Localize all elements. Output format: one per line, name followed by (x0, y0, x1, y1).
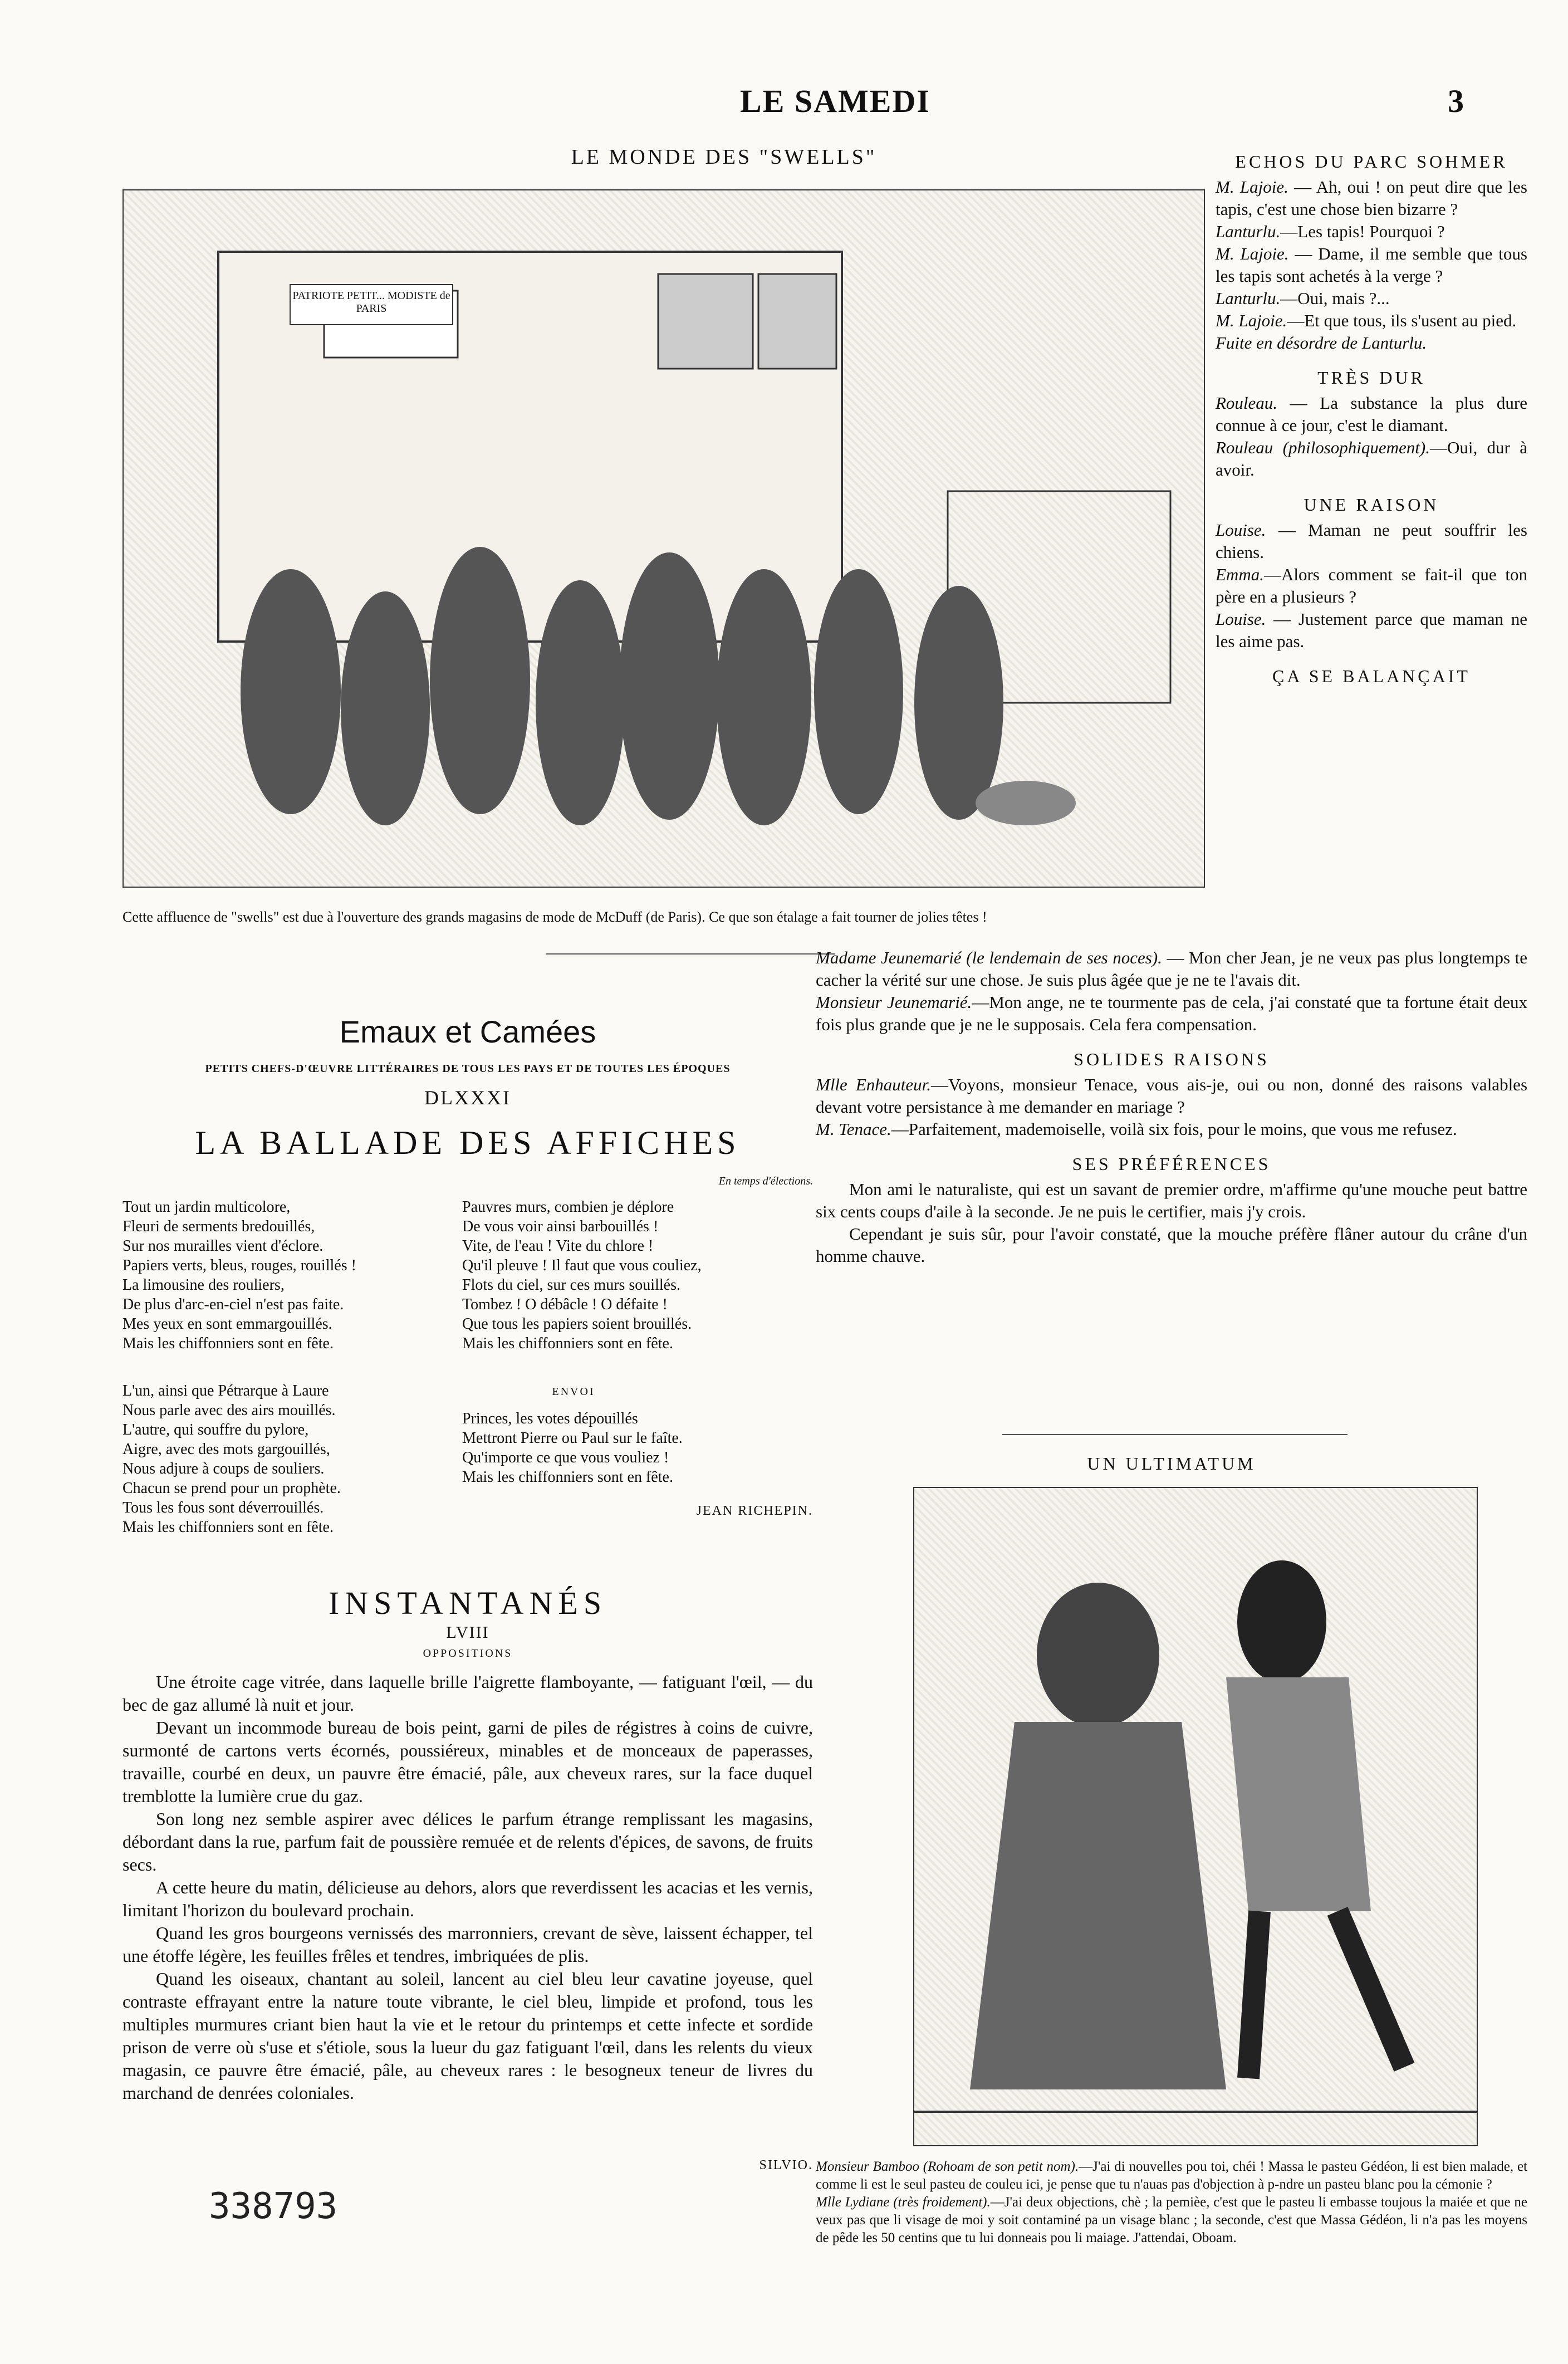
section-title: INSTANTANÉS (328, 1585, 607, 1621)
speaker: M. Lajoie. (1216, 311, 1287, 330)
verse: Tout un jardin multicolore, (122, 1198, 291, 1216)
dialogue-line (1216, 287, 1527, 310)
speaker: Louise. (1216, 520, 1266, 540)
verse: Que tous les papiers soient brouillés. (462, 1315, 692, 1333)
street-crowd-illustration (122, 189, 1205, 888)
verse: L'un, ainsi que Pétrarque à Laure (122, 1382, 329, 1399)
speaker: Madame Jeunemarié (le lendemain de ses noces). (816, 948, 1162, 967)
verse: Nous parle avec des airs mouillés. (122, 1402, 336, 1419)
verse: De plus d'arc-en-ciel n'est pas faite. (122, 1296, 344, 1313)
dialogue-line (1216, 519, 1527, 564)
verse: Tous les fous sont déverrouillés. (122, 1499, 324, 1516)
verse: De vous voir ainsi barbouillés ! (462, 1218, 659, 1235)
dialogue-line (1216, 608, 1527, 653)
dialogue-line (1216, 564, 1527, 608)
dialogue-line (1216, 392, 1527, 437)
section-heading: SES PRÉFÉRENCES (1072, 1154, 1271, 1174)
shop-sign (290, 284, 453, 325)
section-heading: UNE RAISON (1304, 495, 1439, 515)
verse: Tombez ! O débâcle ! O défaite ! (462, 1296, 668, 1313)
divider (1002, 1434, 1347, 1435)
line-text: —J'ai deux objections, chè ; la pemièe, c'est que le pasteu li embasse toujous la maiée et que ne veux pas que li visage de moi y soit contaminé pa un visage blanc ; la seconde, c'est que Massa Gédéon, li n'a pas les moyens de pêde les 50 centins que tu lui donneais pou li maiage. J'attendai, Oboam. (816, 2195, 1527, 2245)
speaker: Lanturlu. (1216, 222, 1281, 241)
verse: Pauvres murs, combien je déplore (462, 1198, 674, 1216)
paragraph: Une étroite cage vitrée, dans laquelle brille l'aigrette flamboyante, — fatiguant l'œil, — du bec de gaz allumé là nuit et jour. (122, 1672, 813, 1715)
page-number: 3 (1448, 83, 1464, 119)
verse: Sur nos murailles vient d'éclore. (122, 1237, 324, 1255)
line-text: — Mon cher Jean, je ne veux pas plus longtemps te cacher la vérité sur une chose. Je suis plus âgée que je ne te l'avais dit. (816, 948, 1527, 990)
envoi-stanza (462, 1409, 819, 1487)
verse: Qu'importe ce que vous vouliez ! (462, 1449, 669, 1466)
stanza (122, 1381, 457, 1537)
article-author: SILVIO. (759, 2158, 813, 2172)
shop-sign-text: PATRIOTE PETIT... MODISTE de PARIS (292, 290, 450, 315)
speaker: Monsieur Jeunemarié. (816, 992, 972, 1012)
paragraph: A cette heure du matin, délicieuse au dehors, alors que reverdissent les acacias et les vernis, limitant l'horizon du boulevard prochain. (122, 1877, 813, 1920)
right-column (1216, 150, 1527, 691)
section-heading: UN ULTIMATUM (1087, 1453, 1256, 1474)
stanza (462, 1197, 819, 1353)
verse: Nous adjure à coups de souliers. (122, 1460, 325, 1477)
dialogue-line (816, 1118, 1527, 1141)
speaker: Mlle Lydiane (très froidement). (816, 2195, 991, 2210)
verse: L'autre, qui souffre du pylore, (122, 1421, 309, 1438)
envoi-heading: ENVOI (552, 1386, 595, 1398)
verse: Mais les chiffonniers sont en fête. (122, 1519, 334, 1536)
verse: Mes yeux en sont emmargouillés. (122, 1315, 332, 1333)
couple-cartoon-drawing (914, 1488, 1477, 2145)
cartoon-caption (816, 2158, 1527, 2247)
speaker: Lanturlu. (1216, 288, 1281, 308)
dialogue-line (816, 947, 1527, 991)
poem-author: JEAN RICHEPIN. (696, 1504, 813, 1518)
verse: Aigre, avec des mots gargouillés, (122, 1441, 330, 1458)
verse: Mais les chiffonniers sont en fête. (462, 1469, 673, 1486)
line-text: — Dame, il me semble que tous les tapis sont achetés à la verge ? (1216, 244, 1527, 286)
speaker: M. Lajoie. (1216, 244, 1289, 263)
line-text: —Voyons, monsieur Tenace, vous ais-je, oui ou non, donné des raisons valables devant votre persistance à me demander en mariage ? (816, 1075, 1528, 1117)
paragraph: Quand les oiseaux, chantant au soleil, lancent au ciel bleu leur cavatine joyeuse, quel contraste effrayant entre la nature toute vibrante, le ciel bleu, limpide et profond, tous les multiples murmures criant bien haut la vie et le retour du printemps et cette infecte et sordide prison de verre où s'use et s'étiole, sous la lueur du gaz fatiguant l'œil, dans les relents du vieux magasin, ce pauvre être émacié, pâle, au cheveux rares : le besogneux teneur de livres du marchand de denrées coloniales. (122, 1969, 813, 2103)
line-text: —Alors comment se fait-il que ton père en a plusieurs ? (1216, 565, 1527, 606)
paragraph: Quand les gros bourgeons vernissés des marronniers, crevant de sève, laissent échapper, tel une étoffe légère, les feuilles frêles et tendres, imbriquées de plis. (122, 1923, 813, 1966)
speaker: M. Tenace. (816, 1119, 891, 1139)
verse: Princes, les votes dépouillés (462, 1410, 638, 1427)
line-text: —Mon ange, ne te tourmente pas de cela, j'ai constaté que ta fortune était deux fois plus grande que je ne le supposais. Cela fera compensation. (816, 992, 1527, 1034)
section-heading: ÇA SE BALANÇAIT (1272, 666, 1471, 686)
verse: Mais les chiffonniers sont en fête. (462, 1335, 673, 1352)
stage-direction: Fuite en désordre de Lanturlu. (1216, 333, 1427, 353)
illustration-title: LE MONDE DES "SWELLS" (571, 145, 877, 169)
line-text: —J'ai di nouvelles pou toi, chéi ! Massa le pasteu Gédéon, li est bien malade, et comme li est le seul pasteu de couleu ici, je pense que tu n'auas pas d'objection à p-ndre un pasteu blanc pou la cémonie ? (816, 2159, 1527, 2192)
line-text: — Ah, oui ! on peut dire que les tapis, c'est une chose bien bizarre ? (1216, 177, 1527, 219)
section-heading: ECHOS DU PARC SOHMER (1235, 151, 1508, 172)
poem-note: En temps d'élections. (718, 1175, 813, 1187)
paragraph: Son long nez semble aspirer avec délices le parfum étrange remplissant les magasins, débordant dans la rue, parfum fait de poussière remuée et de relents d'épices, de savons, de fruits secs. (122, 1809, 813, 1874)
speaker: M. Lajoie. (1216, 177, 1288, 197)
speaker: Rouleau. (1216, 393, 1278, 413)
catalog-stamp: 338793 (209, 2186, 338, 2227)
dialogue-line (1216, 176, 1527, 221)
speaker: Mlle Enhauteur. (816, 1075, 932, 1094)
verse: Fleuri de serments bredouillés, (122, 1218, 315, 1235)
paragraph: Cependant je suis sûr, pour l'avoir constaté, que la mouche préfère flâner autour du crâne d'un homme chauve. (816, 1224, 1527, 1266)
street-crowd-drawing (124, 190, 1204, 887)
verse: Mettront Pierre ou Paul sur le faîte. (462, 1430, 683, 1447)
issue-number: DLXXXI (424, 1086, 511, 1109)
section-heading: TRÈS DUR (1317, 368, 1425, 388)
line-text: —Et que tous, ils s'usent au pied. (1287, 311, 1517, 330)
verse: La limousine des rouliers, (122, 1276, 285, 1294)
speaker: Monsieur Bamboo (Rohoam de son petit nom). (816, 2159, 1079, 2174)
newspaper-title: LE SAMEDI (740, 83, 930, 119)
verse: Flots du ciel, sur ces murs souillés. (462, 1276, 680, 1294)
section-title: Emaux et Camées (339, 1014, 596, 1049)
verse: Mais les chiffonniers sont en fête. (122, 1335, 334, 1352)
dialogue-line (1216, 437, 1527, 481)
line-text: —Parfaitement, mademoiselle, voilà six fois, pour le moins, que vous me refusez. (891, 1119, 1457, 1139)
wide-column (816, 947, 1527, 1267)
article-body (122, 1671, 813, 2104)
dialogue-line (1216, 221, 1527, 243)
verse: Papiers verts, bleus, rouges, rouillés ! (122, 1257, 356, 1274)
verse: Vite, de l'eau ! Vite du chlore ! (462, 1237, 654, 1255)
stanza (122, 1197, 457, 1353)
line-text: — Maman ne peut souffrir les chiens. (1216, 520, 1527, 562)
dialogue-line (816, 1074, 1527, 1118)
paragraph: Devant un incommode bureau de bois peint, garni de piles de régistres à coins de cuivre, surmonté de cartons verts écornés, poussiéreux, minables et de monceaux de paperasses, travaille, courbé en deux, un pauvre être émacié, pâle, aux cheveux rares, sur la face duquel tremblotte la lumière crue du gaz. (122, 1717, 813, 1806)
verse: Qu'il pleuve ! Il faut que vous couliez, (462, 1257, 702, 1274)
line-text: — Justement parce que maman ne les aime pas. (1216, 609, 1527, 651)
couple-cartoon-illustration (913, 1487, 1478, 2146)
illustration-caption: Cette affluence de "swells" est due à l'ouverture des grands magasins de mode de McDuff (de Paris). Ce que son étalage a fait tourner de jolies têtes ! (122, 909, 987, 925)
line-text: —Oui, dur à avoir. (1216, 438, 1527, 479)
speaker: Louise. (1216, 609, 1266, 629)
section-subtitle: PETITS CHEFS-D'ŒUVRE LITTÉRAIRES DE TOUS LES PAYS ET DE TOUTES LES ÉPOQUES (205, 1063, 731, 1075)
dialogue-line (816, 991, 1527, 1036)
verse: Chacun se prend pour un prophète. (122, 1480, 341, 1497)
divider (546, 953, 835, 955)
section-subtitle: OPPOSITIONS (423, 1647, 513, 1660)
poem-title: LA BALLADE DES AFFICHES (195, 1124, 741, 1161)
issue-number: LVIII (446, 1623, 489, 1642)
dialogue-line (1216, 243, 1527, 287)
line-text: —Oui, mais ?... (1280, 288, 1390, 308)
paragraph: Mon ami le naturaliste, qui est un savant de premier ordre, m'affirme qu'une mouche peut battre six cents coups d'aile à la seconde. Je ne puis le certifier, mais j'y crois. (816, 1179, 1527, 1221)
line-text: — La substance la plus dure connue à ce jour, c'est le diamant. (1216, 393, 1527, 435)
dialogue-line (1216, 310, 1527, 332)
speaker: Rouleau (philosophiquement). (1216, 438, 1430, 457)
speaker: Emma. (1216, 565, 1264, 584)
section-heading: SOLIDES RAISONS (1074, 1049, 1270, 1069)
line-text: —Les tapis! Pourquoi ? (1280, 222, 1445, 241)
